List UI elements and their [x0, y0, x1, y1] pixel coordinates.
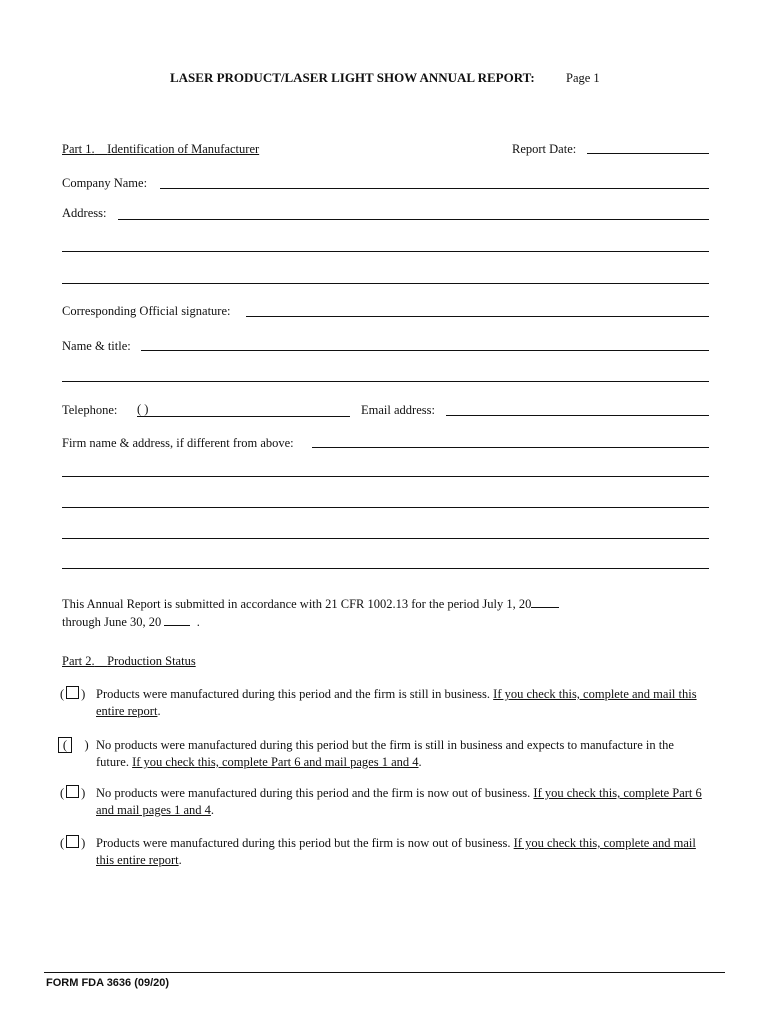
- signature-field[interactable]: [246, 316, 709, 317]
- email-label: Email address:: [361, 403, 435, 417]
- firm-field-4[interactable]: [62, 538, 709, 539]
- firm-field-3[interactable]: [62, 507, 709, 508]
- option-1-description: Products were manufactured during this period and the firm is still in business.: [96, 687, 491, 701]
- name-title-field-1[interactable]: [141, 350, 709, 351]
- firm-field-5[interactable]: [62, 568, 709, 569]
- part1-label: [62, 142, 259, 157]
- submission-line-2: [62, 615, 200, 630]
- telephone-field[interactable]: [137, 416, 350, 417]
- option-2-text: [96, 737, 710, 771]
- checkbox-icon: [66, 835, 79, 848]
- option-1-instruction: If you check this, complete and mail this entire report: [96, 687, 697, 718]
- name-title-field-2[interactable]: [62, 381, 709, 382]
- part2-heading: Production Status: [107, 654, 196, 668]
- submission-text-1: This Annual Report is submitted in accordance with 21 CFR 1002.13 for the period July 1, 20: [62, 597, 532, 611]
- option-3-checkbox[interactable]: ( ): [60, 786, 86, 800]
- option-4-instruction: If you check this, complete and mail this entire report: [96, 836, 696, 867]
- part1-heading: Identification of Manufacturer: [107, 142, 260, 156]
- part1-number: Part 1.: [62, 142, 95, 156]
- submission-line-1: [62, 597, 559, 612]
- option-4-text: [96, 835, 710, 869]
- option-3-end: .: [210, 803, 215, 817]
- option-4-checkbox[interactable]: ( ): [60, 836, 86, 850]
- part2-number: Part 2.: [62, 654, 95, 668]
- option-2-end: .: [418, 755, 422, 769]
- address-field-1[interactable]: [118, 219, 709, 220]
- option-1-end: .: [157, 704, 161, 718]
- option-1-checkbox[interactable]: ( ): [60, 687, 86, 701]
- telephone-label: Telephone:: [62, 403, 118, 417]
- email-field[interactable]: [446, 415, 709, 416]
- option-1-text: [96, 686, 710, 720]
- option-3-instruction: If you check this, complete Part 6 and mail pages 1 and 4: [96, 786, 702, 817]
- start-year-field[interactable]: [531, 597, 559, 608]
- checkbox-icon: (: [58, 737, 72, 753]
- telephone-area-code: ( ): [137, 402, 149, 416]
- submission-period: .: [196, 615, 200, 629]
- name-title-label: Name & title:: [62, 339, 131, 353]
- firm-field-2[interactable]: [62, 476, 709, 477]
- page-number: Page 1: [566, 71, 600, 85]
- form-title: LASER PRODUCT/LASER LIGHT SHOW ANNUAL REPORT:: [170, 70, 535, 85]
- option-2-description: No products were manufactured during this period but the firm is still in business and expects to manufacture in the future.: [96, 738, 674, 769]
- signature-label: Corresponding Official signature:: [62, 304, 231, 318]
- footer-rule: [44, 972, 725, 973]
- option-3-text: [96, 785, 710, 819]
- option-4-description: Products were manufactured during this period but the firm is now out of business.: [96, 836, 511, 850]
- checkbox-icon: [66, 785, 79, 798]
- address-label: Address:: [62, 206, 107, 220]
- option-4-end: .: [178, 853, 182, 867]
- address-field-2[interactable]: [62, 251, 709, 252]
- form-id: FORM FDA 3636 (09/20): [46, 977, 170, 989]
- report-date-label: Report Date:: [512, 142, 577, 156]
- submission-text-2: through June 30, 20: [62, 615, 162, 629]
- address-field-3[interactable]: [62, 283, 709, 284]
- option-2-instruction: If you check this, complete Part 6 and mail pages 1 and 4: [132, 755, 419, 769]
- option-2-checkbox[interactable]: ( ): [58, 737, 89, 753]
- end-year-field[interactable]: [164, 615, 190, 626]
- report-date-field[interactable]: [587, 153, 709, 154]
- checkbox-icon: [66, 686, 79, 699]
- firm-field-1[interactable]: [312, 447, 709, 448]
- part2-label: [62, 654, 196, 669]
- company-name-label: Company Name:: [62, 176, 148, 190]
- firm-label: Firm name & address, if different from above:: [62, 436, 294, 450]
- company-name-field[interactable]: [160, 188, 709, 189]
- option-3-description: No products were manufactured during this period and the firm is now out of business.: [96, 786, 531, 800]
